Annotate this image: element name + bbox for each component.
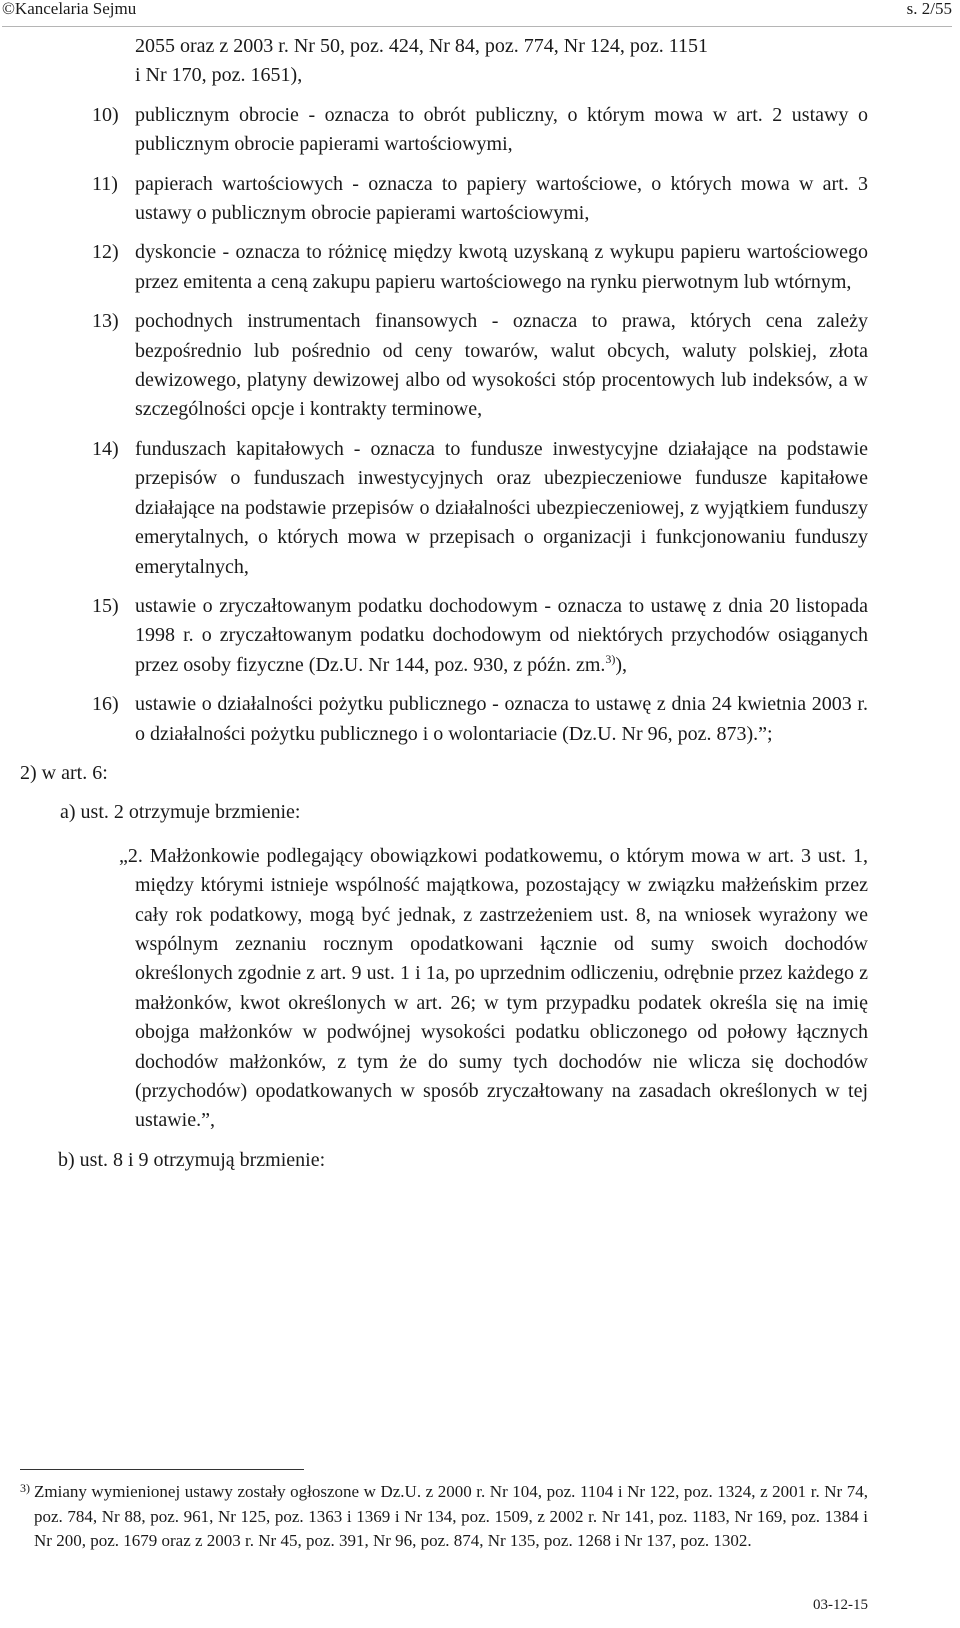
intro-line-1: 2055 oraz z 2003 r. Nr 50, poz. 424, Nr 84, poz. 774, Nr 124, poz. 1151 — [135, 35, 709, 57]
list-item — [0, 435, 960, 582]
footnote-number: 3) — [20, 1481, 30, 1495]
list-item — [0, 690, 960, 749]
point-2-heading: 2) w art. 6: — [20, 761, 108, 784]
document-date: 03-12-15 — [813, 1597, 868, 1613]
list-item-number: 16) — [92, 693, 119, 716]
list-item — [0, 170, 960, 229]
list-item-number: 13) — [92, 310, 119, 333]
list-item-text-tail: ), — [615, 653, 628, 676]
footnote-separator — [20, 1469, 304, 1470]
footnote — [20, 1480, 868, 1554]
header-copyright: ©Kancelaria Sejmu — [2, 0, 137, 18]
header-page-number: s. 2/55 — [906, 0, 952, 18]
list-item-number: 12) — [92, 241, 119, 264]
list-item-text: funduszach kapitałowych - oznacza to fundusze inwestycyjne działające na podstawie przepisów o funduszach inwestycyjnych oraz ubezpieczeniowe fundusze kapitałowe działające na podstawie przepisów o działalności ubezpieczeniowej, z wyjątkiem funduszy emerytalnych, o których mowa w przepisach o organizacji i funkcjonowaniu funduszy emerytalnych, — [135, 437, 868, 578]
list-item-text: ustawie o działalności pożytku publicznego - oznacza to ustawę z dnia 24 kwietnia 2003 r. o działalności pożytku publicznego i o wolontariacie (Dz.U. Nr 96, poz. 873).”; — [135, 693, 868, 745]
list-item — [0, 307, 960, 425]
list-item-number: 15) — [92, 594, 119, 617]
list-item-text: papierach wartościowych - oznacza to papiery wartościowe, o których mowa w art. 3 ustawy o publicznym obrocie papierami wartościowymi, — [135, 172, 868, 225]
list-item-text: pochodnych instrumentach finansowych - oznacza to prawa, których cena zależy bezpośrednio lub pośrednio od ceny towarów, walut obcych, waluty polskiej, złota dewizowego, platyny dewizowej albo od wysokości stóp procentowych lub indeksów, a w szczególności opcje i kontrakty terminowe, — [135, 310, 868, 421]
point-2b-heading: b) ust. 8 i 9 otrzymują brzmienie: — [58, 1148, 326, 1171]
list-item — [0, 101, 960, 160]
list-item — [0, 238, 960, 297]
footnote-text: Zmiany wymienionej ustawy zostały ogłoszone w Dz.U. z 2000 r. Nr 104, poz. 1104 i Nr 122, poz. 1324, z 2001 r. Nr 74, poz. 784, Nr 88, poz. 961, Nr 125, poz. 1363 i 1369 i Nr 134, poz. 1509, z 2002 r. Nr 141, poz. 1183, Nr 169, poz. 1384 i Nr 200, poz. 1679 oraz z 2003 r. Nr 45, poz. 391, Nr 96, poz. 874, Nr 135, poz. 1268 i Nr 137, poz. 1302. — [34, 1482, 868, 1550]
list-item-number: 11) — [92, 172, 118, 195]
list-item-text: publicznym obrocie - oznacza to obrót publiczny, o którym mowa w art. 2 ustawy o publicznym obrocie papierami wartościowymi, — [135, 103, 868, 156]
list-item-text: dyskoncie - oznacza to różnicę między kwotą uzyskaną z wykupu papieru wartościowego przez emitenta a ceną zakupu papieru wartościowego na rynku pierwotnym lub wtórnym, — [135, 241, 868, 293]
quoted-provision: „2. Małżonkowie podlegający obowiązkowi podatkowemu, o którym mowa w art. 3 ust. 1, między którymi istnieje wspólność majątkowa, pozostający w związku małżeńskim przez cały rok podatkowy, mogą być jednak, z zastrzeżeniem ust. 8, na wniosek wyrażony we wspólnym zeznaniu rocznym opodatkowani łącznie od sumy swoich dochodów określonych zgodnie z art. 9 ust. 1 i 1a, po uprzednim odliczeniu, odrębnie przez każdego z małżonków, kwot określonych w art. 26; w tym przypadku podatek określa się na imię obojga małżonków w podwójnej wysokości podatku obliczonego od połowy łącznych dochodów małżonków, z tym że do sumy tych dochodów nie wlicza się dochodów (przychodów) opodatkowanych w sposób zryczałtowany na zasadach określonych w tej ustawie.”, — [119, 844, 868, 1132]
list-item-number: 10) — [92, 103, 119, 126]
intro-line-2: i Nr 170, poz. 1651), — [135, 64, 303, 87]
point-2a-heading: a) ust. 2 otrzymuje brzmienie: — [60, 801, 301, 824]
page-header — [2, 0, 952, 27]
document-body — [0, 32, 960, 1175]
list-item-text: ustawie o zryczałtowanym podatku dochodowym - oznacza to ustawę z dnia 20 listopada 1998 r. o zryczałtowanym podatku dochodowym od niektórych przychodów osiąganych przez osoby fizyczne (Dz.U. Nr 144, poz. 930, z późn. zm. — [135, 594, 868, 676]
list-item-number: 14) — [92, 437, 119, 460]
footnote-reference: 3) — [605, 651, 616, 666]
list-item — [0, 592, 960, 680]
